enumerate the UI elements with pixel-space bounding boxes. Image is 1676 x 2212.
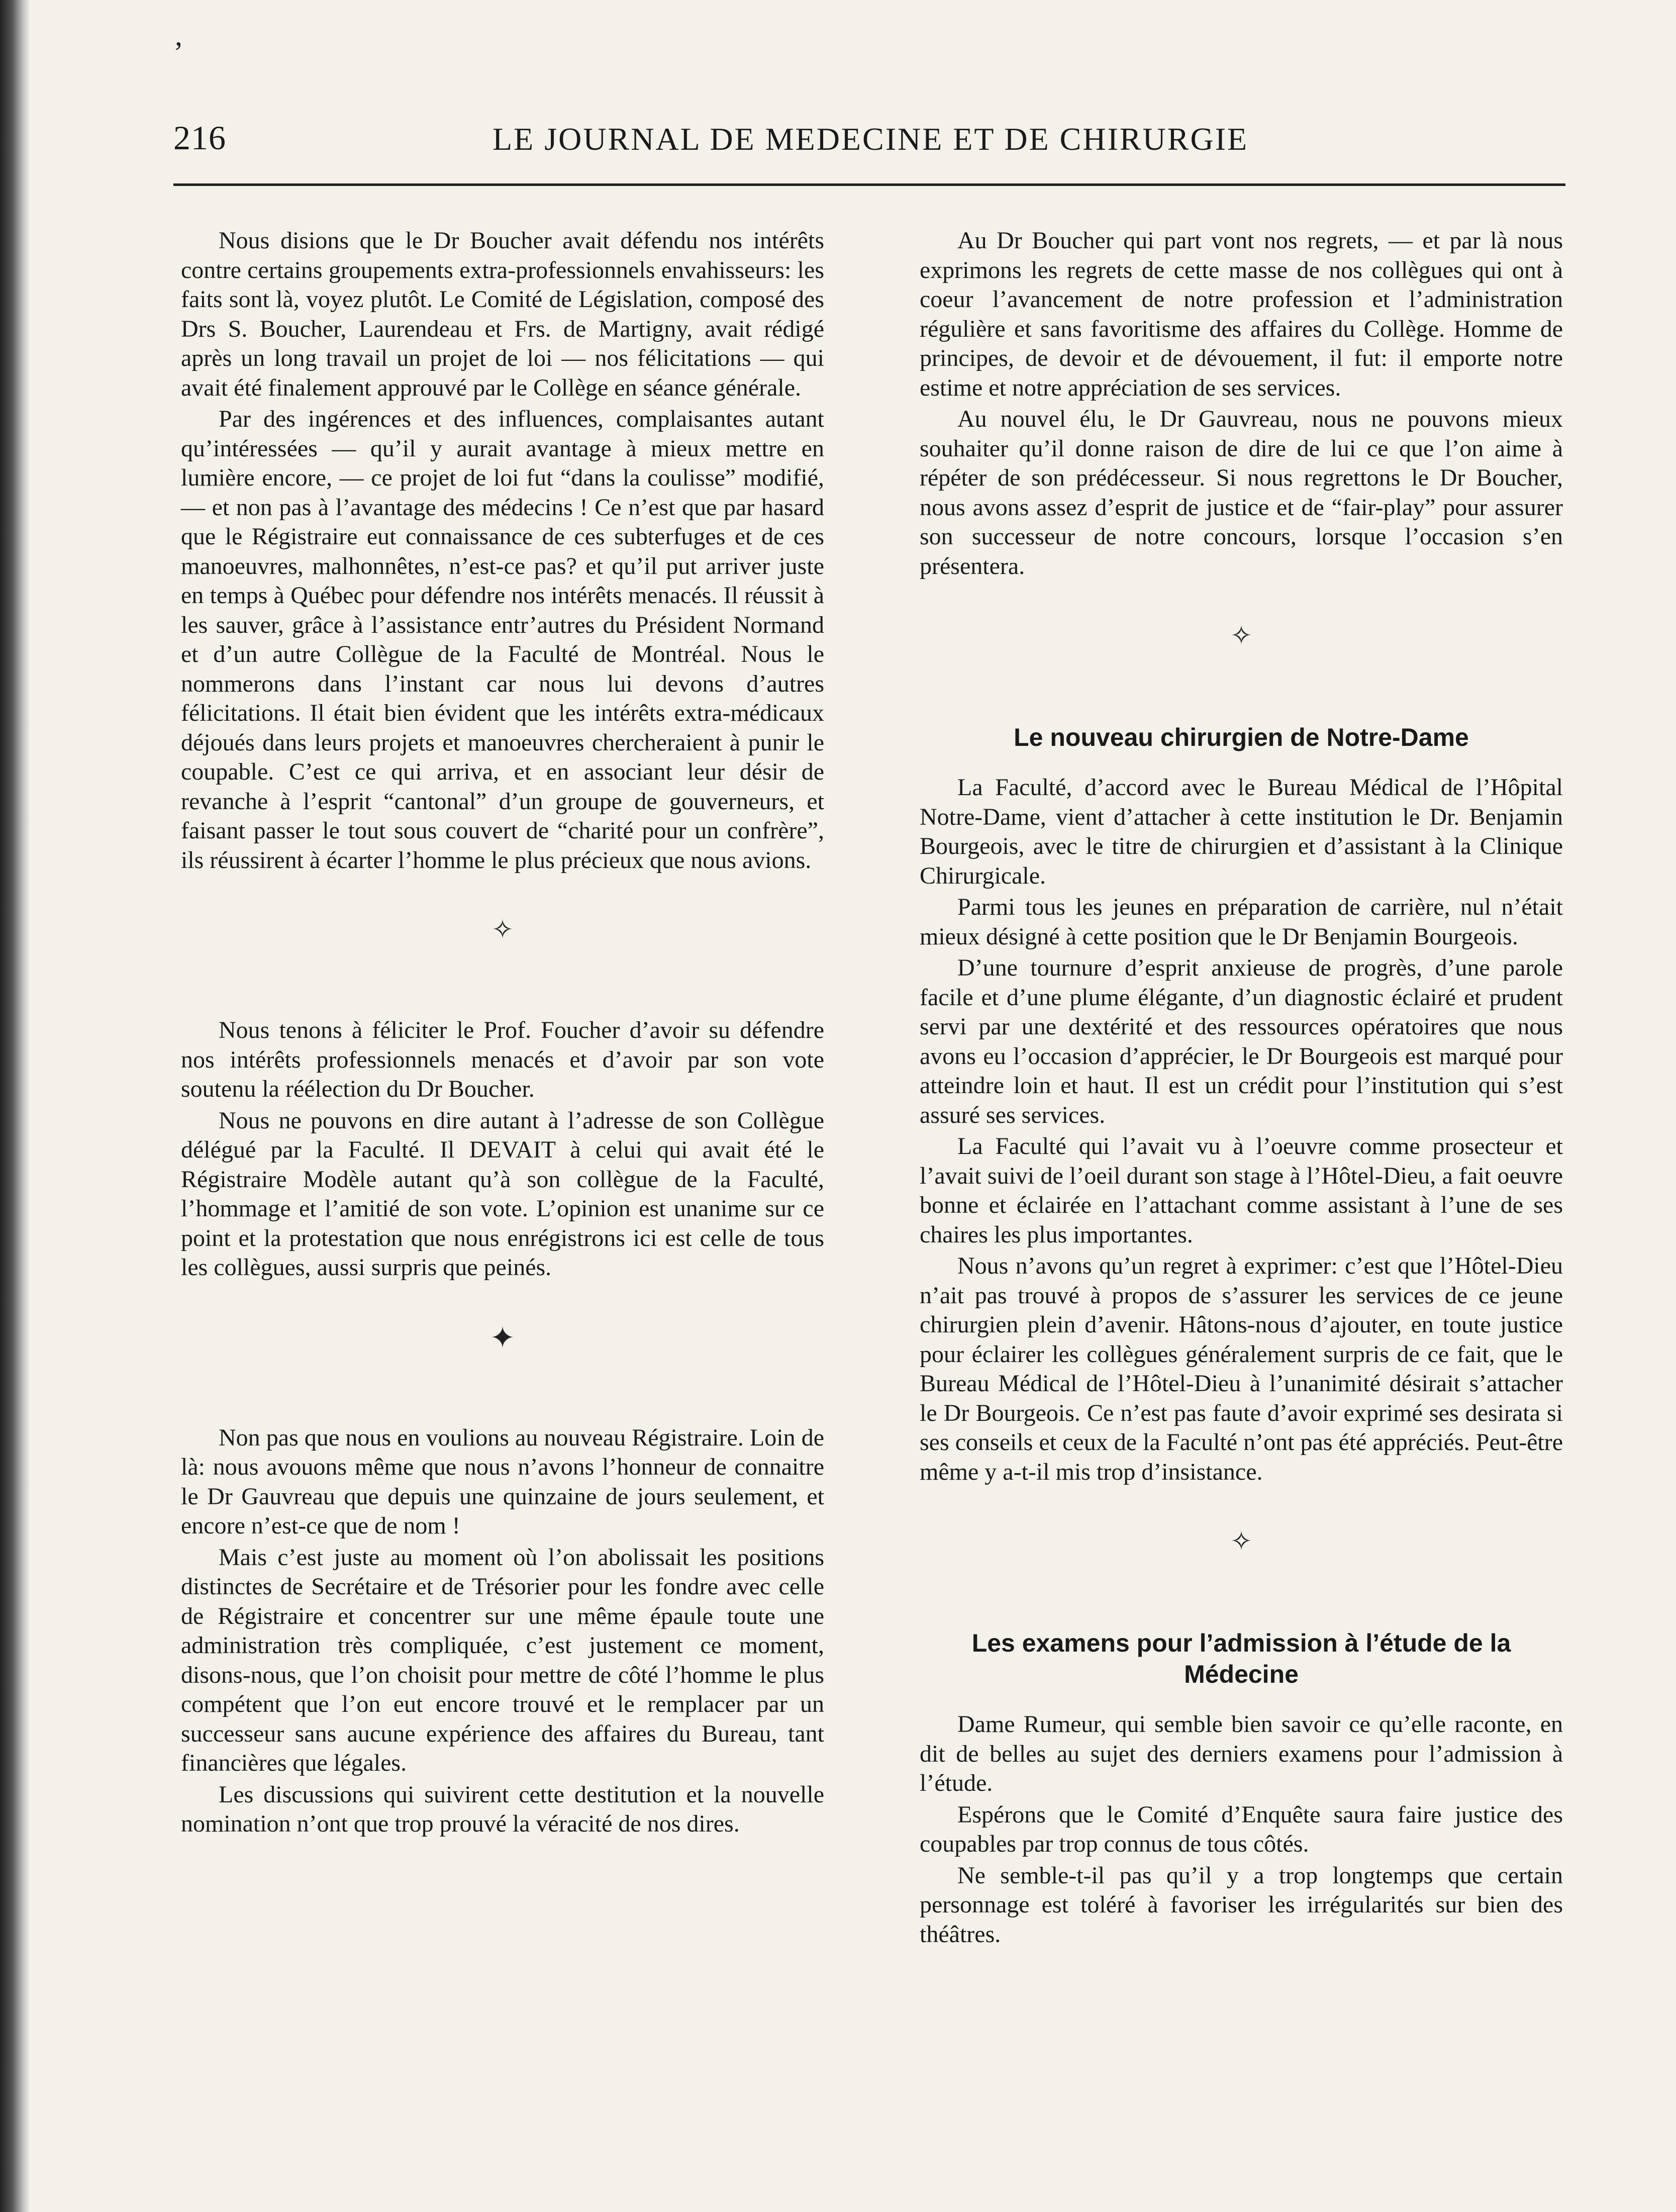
paragraph: Espérons que le Comité d’Enquête saura faire justice des coupables par trop connus de tous côtés. — [920, 1801, 1563, 1857]
paragraph: Mais c’est juste au moment où l’on abolissait les positions distinctes de Secrétaire et de Trésorier pour les fondre avec celle de Régistraire et concentrer sur une même épaule toute une administration très compliquée, c’est justement ce moment, disons-nous, que l’on choisit pour mettre de côté l’homme le plus compétent que l’on eut encore trouvé et le remplacer par un successeur sans aucune expérience des affaires du Bureau, tant financières que légales. — [181, 1544, 824, 1776]
paragraph: Au Dr Boucher qui part vont nos regrets, — et par là nous exprimons les regrets de cette masse de nos collègues qui ont à coeur l’avancement de notre profession et l’administration régulière et sans favoritisme des affaires du Collège. Homme de principes, de devoir et de dévouement, il fut: il emporte notre estime et notre appréciation de ses services. — [920, 227, 1563, 401]
paragraph: Nous tenons à féliciter le Prof. Foucher d’avoir su défendre nos intérêts professionnels menacés et d’avoir par son vote soutenu la réélection du Dr Boucher. — [181, 1017, 824, 1102]
paragraph: Dame Rumeur, qui semble bien savoir ce qu’elle raconte, en dit de belles au sujet des derniers examens pour l’admission à l’étude. — [920, 1711, 1563, 1796]
ornament-separator: ✧ — [1230, 1527, 1252, 1556]
page-number: 216 — [173, 119, 226, 157]
section-heading: Le nouveau chirurgien de Notre-Dame — [1014, 723, 1469, 751]
paragraph: Au nouvel élu, le Dr Gauvreau, nous ne pouvons mieux souhaiter qu’il donne raison de dire de lui ce que l’on aime à répéter de son prédécesseur. Si nous regrettons le Dr Boucher, nous avons assez d’esprit de justice et de “fair-play” pour assurer son successeur de notre concours, lorsque l’occasion s’en présentera. — [920, 406, 1563, 580]
ink-speck: ʼ — [173, 36, 183, 69]
right-column — [920, 226, 1563, 1949]
section-heading: Les examens pour l’admission à l’étude de la Médecine — [971, 1629, 1511, 1688]
paragraph: La Faculté, d’accord avec le Bureau Médical de l’Hôpital Notre-Dame, vient d’attacher à cette institution le Dr. Benjamin Bourgeois, avec le titre de chirurgien et d’assistant à la Clinique Chirurgicale. — [920, 774, 1563, 889]
journal-title: LE JOURNAL DE MEDECINE ET DE CHIRURGIE — [492, 121, 1249, 157]
paragraph: Parmi tous les jeunes en préparation de carrière, nul n’était mieux désigné à cette position que le Dr Benjamin Bourgeois. — [920, 894, 1563, 950]
paragraph: Les discussions qui suivirent cette destitution et la nouvelle nomination n’ont que trop prouvé la véracité de nos dires. — [181, 1781, 824, 1837]
book-spine-edge — [0, 0, 30, 2212]
paragraph: Ne semble-t-il pas qu’il y a trop longtemps que certain personnage est toléré à favoriser les irrégularités sur bien des théâtres. — [920, 1862, 1563, 1948]
paragraph: Nous ne pouvons en dire autant à l’adresse de son Collègue délégué par la Faculté. Il DEVAIT à celui qui avait été le Régistraire Modèle autant qu’à son collègue de la Faculté, l’hommage et l’amitié de son vote. L’opinion est unanime sur ce point et la protestation que nous enrégistrons ici est celle de tous les collègues, aussi surpris que peinés. — [181, 1107, 824, 1281]
left-column — [181, 226, 824, 1839]
header-rule — [173, 183, 1565, 186]
paragraph: Nous disions que le Dr Boucher avait défendu nos intérêts contre certains groupements extra-professionnels envahisseurs: les faits sont là, voyez plutôt. Le Comité de Législation, composé des Drs S. Boucher, Laurendeau et Frs. de Martigny, avait rédigé après un long travail un projet de loi — nos félicitations — qui avait été finalement approuvé par le Collège en séance générale. — [181, 227, 824, 401]
paragraph: D’une tournure d’esprit anxieuse de progrès, d’une parole facile et d’une plume élégante, d’un diagnostic éclairé et prudent servi par une dextérité et des ressources opératoires que nous avons eu l’occasion d’apprécier, le Dr Bourgeois est marqué pour atteindre loin et haut. Il est un crédit pour l’institution qui s’est assuré ses services. — [920, 954, 1563, 1128]
ornament-separator: ✦ — [489, 1321, 516, 1355]
paragraph: Nous n’avons qu’un regret à exprimer: c’est que l’Hôtel-Dieu n’ait pas trouvé à propos de s’assurer les services de ce jeune chirurgien plein d’avenir. Hâtons-nous d’ajouter, en toute justice pour éclairer les collègues généralement surpris de ce fait, que le Bureau Médical de l’Hôtel-Dieu à l’unanimité désirait s’attacher le Dr Bourgeois. Ce n’est pas faute d’avoir exprimé ses desirata si ses conseils et ceux de la Faculté n’ont pas été appréciés. Peut-être même y a-t-il mis trop d’insistance. — [920, 1253, 1563, 1485]
paragraph: Non pas que nous en voulions au nouveau Régistraire. Loin de là: nous avouons même que nous n’avons l’honneur de connaitre le Dr Gauvreau que depuis une quinzaine de jours seulement, et encore n’est-ce que de nom ! — [181, 1424, 824, 1539]
paragraph: Par des ingérences et des influences, complaisantes autant qu’intéressées — qu’il y aurait avantage à mieux mettre en lumière encore, — ce projet de loi fut “dans la coulisse” modifié, — et non pas à l’avantage des médecins ! Ce n’est que par hasard que le Régistraire eut connaissance de ces subterfuges et de ces manoeuvres, malhonnêtes, n’est-ce pas? et qu’il put arriver juste en temps à Québec pour défendre nos intérêts menacés. Il réussit à les sauver, grâce à l’assistance entr’autres du Président Normand et d’un autre Collègue de la Faculté de Montréal. Nous le nommerons dans l’instant car nous lui devons d’autres félicitations. Il était bien évident que les intérêts extra-médicaux déjoués dans leurs projets et manoeuvres chercheraient à punir le coupable. C’est ce qui arriva, et en associant leur désir de revanche à l’esprit “cantonal” d’un groupe de gouverneurs, et faisant passer le tout sous couvert de “charité pour un confrère”, ils réussirent à écarter l’homme le plus précieux que nous avions. — [181, 406, 824, 874]
ornament-separator: ✧ — [1230, 622, 1252, 650]
ornament-separator: ✧ — [491, 916, 514, 944]
paragraph: La Faculté qui l’avait vu à l’oeuvre comme prosecteur et l’avait suivi de l’oeil durant son stage à l’Hôtel-Dieu, a fait oeuvre bonne et éclairée en l’attachant comme assistant à l’une de ses chaires les plus importantes. — [920, 1133, 1563, 1248]
